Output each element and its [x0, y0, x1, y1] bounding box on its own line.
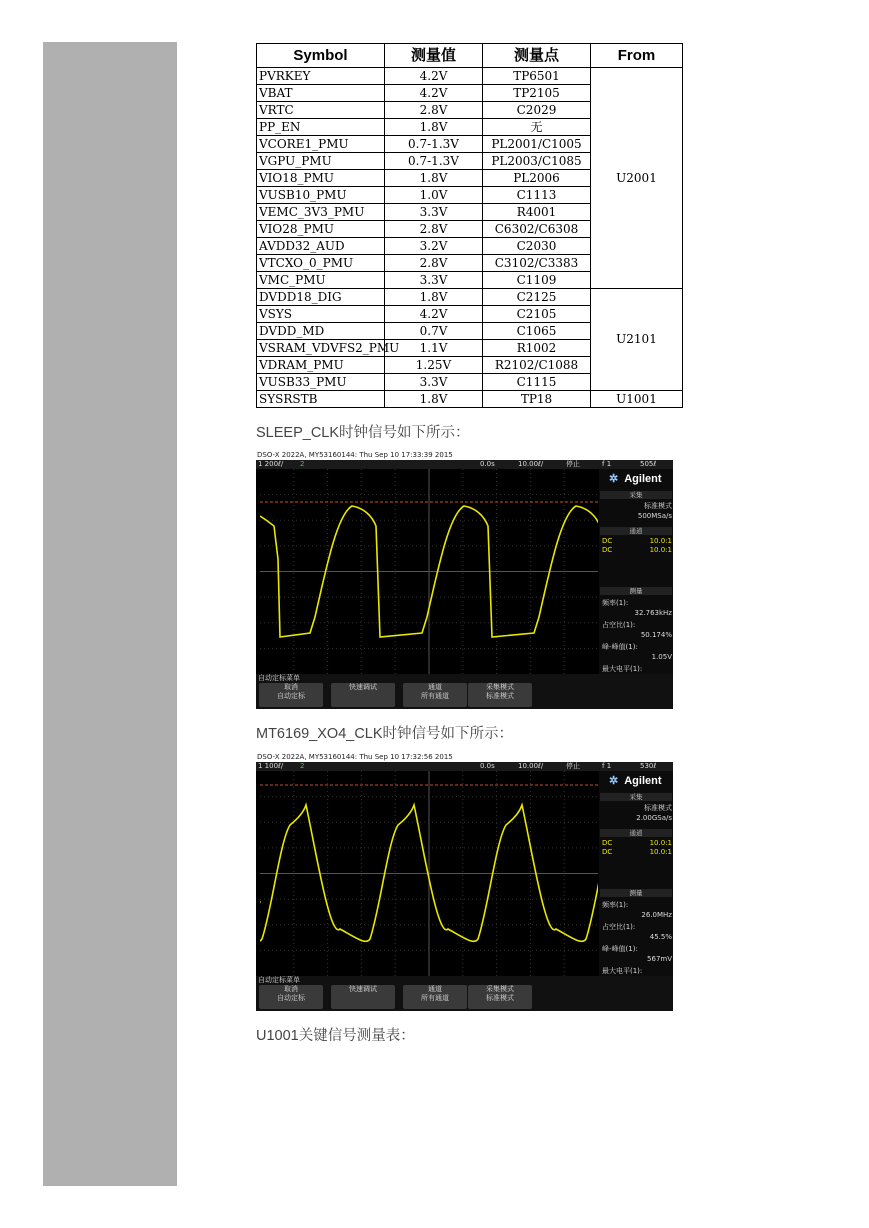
header-symbol: Symbol	[257, 44, 385, 68]
symbol-cell: VEMC_3V3_PMU	[257, 204, 385, 221]
softkey-line2: 自动定标	[277, 994, 305, 1002]
time-scale: 10.00ℓ/	[518, 762, 544, 770]
value-cell: 4.2V	[385, 306, 483, 323]
softkey-menu-label: 自动定标菜单	[258, 976, 300, 984]
probe-ratio: 10.0:1	[649, 546, 672, 554]
measure-section-title: 测量	[600, 587, 672, 595]
softkey-line1: 采集模式	[486, 985, 514, 993]
oscilloscope-screenshot-sleep-clk	[256, 450, 673, 709]
ch1-scale: 1 100ℓ/	[258, 762, 284, 770]
point-cell: R1002	[483, 340, 591, 357]
value-cell: 1.8V	[385, 119, 483, 136]
table-row	[257, 68, 683, 85]
from-cell: U1001	[591, 391, 683, 408]
softkey-line1: 取消	[284, 683, 298, 691]
value-cell: 1.8V	[385, 391, 483, 408]
symbol-cell: PVRKEY	[257, 68, 385, 85]
time-position: 0.0s	[480, 460, 495, 468]
acquire-section-title: 采集	[600, 491, 672, 499]
measurement-label: 占空比(1):	[602, 923, 636, 931]
point-cell: C3102/C3383	[483, 255, 591, 272]
page-sidebar	[43, 42, 177, 1186]
point-cell: PL2001/C1005	[483, 136, 591, 153]
value-cell: 4.2V	[385, 85, 483, 102]
measurement-label: 峰-峰值(1):	[602, 643, 638, 651]
voltage-measurement-table	[256, 43, 683, 408]
symbol-cell: VSRAM_VDVFS2_PMU	[257, 340, 385, 357]
symbol-cell: DVDD_MD	[257, 323, 385, 340]
symbol-cell: VMC_PMU	[257, 272, 385, 289]
channel-row	[602, 847, 672, 857]
softkey-line1: 通道	[428, 683, 442, 691]
point-cell: TP2105	[483, 85, 591, 102]
measurement-value: 26.0MHz	[641, 911, 672, 919]
symbol-cell: PP_EN	[257, 119, 385, 136]
agilent-spark-icon: ✲	[609, 473, 619, 485]
header-measured-value: 测量值	[385, 44, 483, 68]
value-cell: 2.8V	[385, 255, 483, 272]
softkey[interactable]	[403, 985, 467, 1009]
softkey-menu-label: 自动定标菜单	[258, 674, 300, 682]
value-cell: 1.25V	[385, 357, 483, 374]
softkey-line2: 所有通道	[421, 692, 449, 700]
scope-status-bar	[256, 762, 673, 771]
value-cell: 3.3V	[385, 204, 483, 221]
caption-u1001-table: U1001关键信号测量表：	[256, 1028, 415, 1044]
acquire-mode: 标准模式	[644, 804, 672, 812]
symbol-cell: VCORE1_PMU	[257, 136, 385, 153]
trigger-source: f 1	[602, 460, 612, 468]
softkey[interactable]	[331, 683, 395, 707]
softkey[interactable]	[331, 985, 395, 1009]
point-cell: C1113	[483, 187, 591, 204]
measurement-label: 峰-峰值(1):	[602, 945, 638, 953]
value-cell: 0.7V	[385, 323, 483, 340]
caption-xo4-clk: MT6169_XO4_CLK时钟信号如下所示：	[256, 726, 514, 742]
value-cell: 4.2V	[385, 68, 483, 85]
point-cell: TP18	[483, 391, 591, 408]
softkey[interactable]	[259, 683, 323, 707]
measurement-label: 占空比(1):	[602, 621, 636, 629]
scope-header-info: DSO-X 2022A, MY53160144: Thu Sep 10 17:32:56 2015	[256, 752, 673, 762]
value-cell: 1.1V	[385, 340, 483, 357]
symbol-cell: VSYS	[257, 306, 385, 323]
value-cell: 3.2V	[385, 238, 483, 255]
softkey[interactable]	[403, 683, 467, 707]
point-cell: PL2006	[483, 170, 591, 187]
symbol-cell: VBAT	[257, 85, 385, 102]
probe-ratio: 10.0:1	[649, 537, 672, 545]
trigger-level: 505ℓ	[640, 460, 657, 468]
scope-header-info: DSO-X 2022A, MY53160144: Thu Sep 10 17:33:39 2015	[256, 450, 673, 460]
softkey-line1: 取消	[284, 985, 298, 993]
time-scale: 10.00ℓ/	[518, 460, 544, 468]
symbol-cell: VUSB10_PMU	[257, 187, 385, 204]
value-cell: 3.3V	[385, 272, 483, 289]
channel-section-title: 通道	[600, 527, 672, 535]
measurement-value: 45.5%	[649, 933, 672, 941]
from-cell: U2101	[591, 289, 683, 391]
brand-logo	[599, 771, 673, 791]
caption-sleep-clk: SLEEP_CLK时钟信号如下所示：	[256, 425, 470, 441]
probe-ratio: 10.0:1	[649, 848, 672, 856]
header-measure-point: 测量点	[483, 44, 591, 68]
ch2-label: 2	[300, 460, 305, 468]
measurement-value: 567mV	[647, 955, 672, 963]
scope-side-panel	[599, 771, 673, 987]
oscilloscope-screenshot-xo4-clk	[256, 752, 673, 1011]
table-row	[257, 391, 683, 408]
coupling-label: DC	[602, 537, 613, 545]
point-cell: C6302/C6308	[483, 221, 591, 238]
measurement-label: 频率(1):	[602, 901, 629, 909]
brand-name: Agilent	[624, 775, 662, 787]
softkey-line1: 快速调试	[349, 985, 377, 993]
measurement-label: 最大电平(1):	[602, 967, 643, 975]
table-row	[257, 289, 683, 306]
point-cell: TP6501	[483, 68, 591, 85]
value-cell: 1.8V	[385, 289, 483, 306]
value-cell: 3.3V	[385, 374, 483, 391]
measurement-value: 32.763kHz	[634, 609, 672, 617]
acquire-section-title: 采集	[600, 793, 672, 801]
point-cell: C2029	[483, 102, 591, 119]
symbol-cell: VDRAM_PMU	[257, 357, 385, 374]
trigger-source: f 1	[602, 762, 612, 770]
softkey-line1: 快速调试	[349, 683, 377, 691]
coupling-label: DC	[602, 546, 613, 554]
softkey[interactable]	[468, 683, 532, 707]
softkey[interactable]	[468, 985, 532, 1009]
value-cell: 2.8V	[385, 221, 483, 238]
agilent-spark-icon: ✲	[609, 775, 619, 787]
softkey-line2: 自动定标	[277, 692, 305, 700]
point-cell: R4001	[483, 204, 591, 221]
channel-section-title: 通道	[600, 829, 672, 837]
value-cell: 0.7-1.3V	[385, 153, 483, 170]
point-cell: PL2003/C1085	[483, 153, 591, 170]
symbol-cell: VGPU_PMU	[257, 153, 385, 170]
softkey-bar	[256, 976, 673, 1011]
value-cell: 1.8V	[385, 170, 483, 187]
symbol-cell: VRTC	[257, 102, 385, 119]
point-cell: C1065	[483, 323, 591, 340]
symbol-cell: VUSB33_PMU	[257, 374, 385, 391]
coupling-label: DC	[602, 839, 613, 847]
scope-status-bar	[256, 460, 673, 469]
softkey-line2: 所有通道	[421, 994, 449, 1002]
symbol-cell: VIO28_PMU	[257, 221, 385, 238]
scope-side-panel	[599, 469, 673, 685]
probe-ratio: 10.0:1	[649, 839, 672, 847]
softkey[interactable]	[259, 985, 323, 1009]
table-header-row	[257, 44, 683, 68]
softkey-bar	[256, 674, 673, 709]
symbol-cell: AVDD32_AUD	[257, 238, 385, 255]
measurement-label: 最大电平(1):	[602, 665, 643, 673]
run-state: 停止	[566, 762, 580, 770]
measure-section-title: 测量	[600, 889, 672, 897]
point-cell: C2105	[483, 306, 591, 323]
ch1-scale: 1 200ℓ/	[258, 460, 284, 468]
from-cell: U2001	[591, 68, 683, 289]
point-cell: R2102/C1088	[483, 357, 591, 374]
measurement-label: 频率(1):	[602, 599, 629, 607]
header-from: From	[591, 44, 683, 68]
symbol-cell: VIO18_PMU	[257, 170, 385, 187]
point-cell: C1115	[483, 374, 591, 391]
brand-name: Agilent	[624, 473, 662, 485]
point-cell: C2125	[483, 289, 591, 306]
point-cell: 无	[483, 119, 591, 136]
measurement-value: 1.05V	[651, 653, 672, 661]
softkey-line2: 标准模式	[486, 994, 514, 1002]
value-cell: 1.0V	[385, 187, 483, 204]
softkey-line1: 通道	[428, 985, 442, 993]
sample-rate: 2.00GSa/s	[636, 814, 672, 822]
softkey-line2: 标准模式	[486, 692, 514, 700]
waveform-display	[260, 469, 598, 674]
symbol-cell: SYSRSTB	[257, 391, 385, 408]
waveform-display	[260, 771, 598, 976]
measurement-value: 50.174%	[640, 631, 672, 639]
symbol-cell: DVDD18_DIG	[257, 289, 385, 306]
channel-row	[602, 545, 672, 555]
coupling-label: DC	[602, 848, 613, 856]
point-cell: C1109	[483, 272, 591, 289]
symbol-cell: VTCXO_0_PMU	[257, 255, 385, 272]
acquire-mode: 标准模式	[644, 502, 672, 510]
value-cell: 2.8V	[385, 102, 483, 119]
point-cell: C2030	[483, 238, 591, 255]
softkey-line1: 采集模式	[486, 683, 514, 691]
ch2-label: 2	[300, 762, 305, 770]
brand-logo	[599, 469, 673, 489]
value-cell: 0.7-1.3V	[385, 136, 483, 153]
run-state: 停止	[566, 460, 580, 468]
sample-rate: 500MSa/s	[637, 512, 672, 520]
time-position: 0.0s	[480, 762, 495, 770]
trigger-level: 530ℓ	[640, 762, 657, 770]
